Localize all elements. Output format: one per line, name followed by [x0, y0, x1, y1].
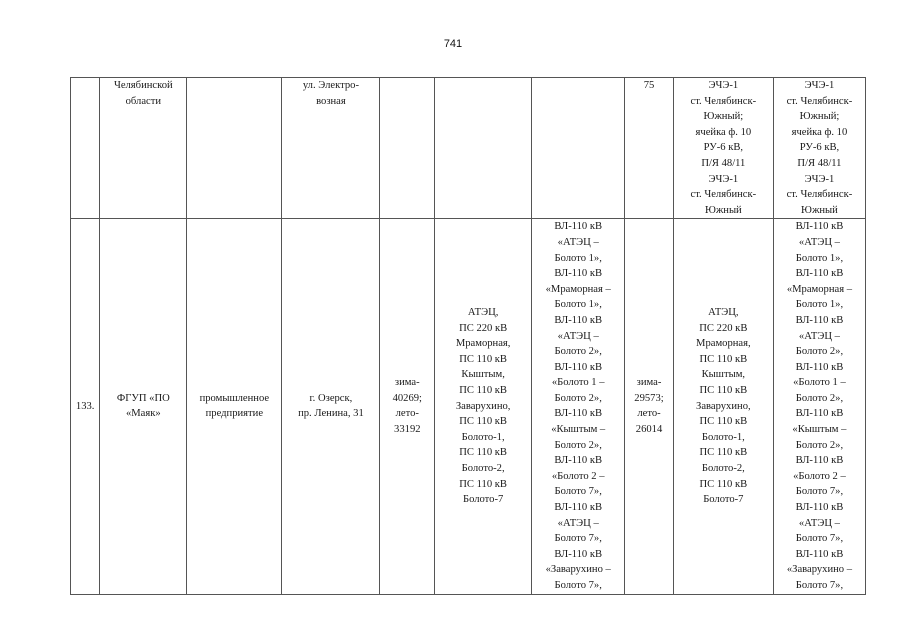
load-cell: зима- 40269; лето- 33192 — [380, 219, 435, 594]
power-lines-secondary-cell: ВЛ-110 кВ «АТЭЦ – Болото 1», ВЛ-110 кВ «Мраморная – Болото 1», ВЛ-110 кВ «АТЭЦ – Болото 2», ВЛ-110 кВ «Болото 1 – Болото 2», ВЛ-110 кВ «Кыштым – Болото 2», ВЛ-110 кВ «Болото 2 – Болото 7», ВЛ-110 кВ «АТЭЦ – Болото 7», ВЛ-110 кВ «Заварухино – Болото 7», — [773, 219, 865, 594]
load-secondary-cell: зима- 29573; лето- 26014 — [625, 219, 674, 594]
row-number-cell — [71, 78, 100, 219]
row-number-cell: 133. — [71, 219, 100, 594]
power-lines-secondary-cell: ЭЧЭ-1 ст. Челябинск- Южный; ячейка ф. 10 РУ-6 кВ, П/Я 48/11 ЭЧЭ-1 ст. Челябинск- Южный — [773, 78, 865, 219]
data-table — [70, 77, 866, 595]
organization-cell: Челябинской области — [100, 78, 187, 219]
load-cell — [380, 78, 435, 219]
table-row — [71, 78, 866, 219]
table-row — [71, 219, 866, 594]
organization-cell: ФГУП «ПО «Маяк» — [100, 219, 187, 594]
power-lines-cell — [532, 78, 625, 219]
page-number: 741 — [443, 38, 463, 50]
consumer-type-cell: промышленное предприятие — [187, 219, 282, 594]
power-center-cell — [435, 78, 532, 219]
power-center-secondary-cell: ЭЧЭ-1 ст. Челябинск- Южный; ячейка ф. 10 РУ-6 кВ, П/Я 48/11 ЭЧЭ-1 ст. Челябинск- Южный — [673, 78, 773, 219]
address-cell: ул. Электро- возная — [282, 78, 380, 219]
address-cell: г. Озерск, пр. Ленина, 31 — [282, 219, 380, 594]
power-lines-cell: ВЛ-110 кВ «АТЭЦ – Болото 1», ВЛ-110 кВ «Мраморная – Болото 1», ВЛ-110 кВ «АТЭЦ – Болото 2», ВЛ-110 кВ «Болото 1 – Болото 2», ВЛ-110 кВ «Кыштым – Болото 2», ВЛ-110 кВ «Болото 2 – Болото 7», ВЛ-110 кВ «АТЭЦ – Болото 7», ВЛ-110 кВ «Заварухино – Болото 7», — [532, 219, 625, 594]
load-secondary-cell: 75 — [625, 78, 674, 219]
power-center-secondary-cell: АТЭЦ, ПС 220 кВ Мраморная, ПС 110 кВ Кыштым, ПС 110 кВ Заварухино, ПС 110 кВ Болото-1, ПС 110 кВ Болото-2, ПС 110 кВ Болото-7 — [673, 219, 773, 594]
power-center-cell: АТЭЦ, ПС 220 кВ Мраморная, ПС 110 кВ Кыштым, ПС 110 кВ Заварухино, ПС 110 кВ Болото-1, ПС 110 кВ Болото-2, ПС 110 кВ Болото-7 — [435, 219, 532, 594]
consumer-type-cell — [187, 78, 282, 219]
